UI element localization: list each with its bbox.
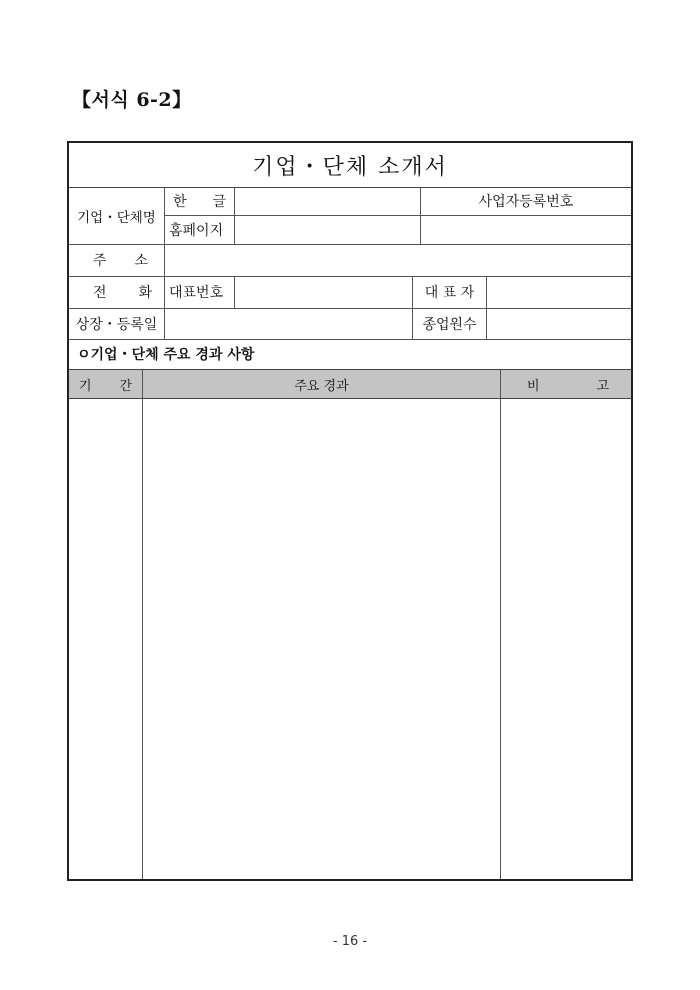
header-char: 고	[596, 378, 609, 394]
main-phone-label: 대표번호	[169, 285, 224, 301]
label-char: 글	[212, 194, 226, 210]
listing-date-field[interactable]	[165, 308, 412, 339]
representative-label: 대 표 자	[424, 285, 475, 301]
company-name-label: 기업・단체명	[77, 209, 156, 226]
history-body-field[interactable]	[143, 399, 500, 879]
label-char: 화	[138, 285, 152, 301]
note-body-field[interactable]	[501, 399, 631, 879]
employees-label: 종업원수	[422, 316, 477, 333]
header-char: 기	[79, 378, 92, 394]
header-char: 비	[527, 378, 540, 394]
business-reg-label: 사업자등록번호	[478, 194, 574, 210]
form-number-label: 【서식 6-2】	[72, 89, 192, 111]
label-char: 주	[93, 253, 107, 269]
label-char: 소	[134, 253, 148, 269]
main-phone-field[interactable]	[235, 276, 412, 308]
hangul-name-field[interactable]	[235, 187, 420, 215]
period-body-field[interactable]	[69, 399, 142, 879]
address-field[interactable]	[165, 244, 631, 276]
homepage-label: 홈페이지	[169, 223, 224, 239]
period-header	[69, 370, 142, 398]
homepage-field[interactable]	[235, 216, 420, 244]
hangul-name-label	[165, 187, 234, 215]
note-header	[501, 370, 631, 398]
listing-date-label: 상장・등록일	[75, 316, 158, 333]
history-table-header	[69, 369, 631, 399]
company-intro-form	[67, 141, 633, 881]
business-reg-field[interactable]	[421, 216, 631, 244]
form-title: 기업・단체 소개서	[69, 143, 631, 188]
history-header: 주요 경과	[294, 378, 349, 394]
phone-label	[69, 276, 164, 308]
address-label	[69, 244, 164, 276]
label-char: 한	[173, 194, 187, 210]
representative-field[interactable]	[487, 276, 631, 308]
employees-field[interactable]	[487, 308, 631, 339]
label-char: 전	[93, 285, 107, 301]
page-number: - 16 -	[332, 934, 368, 949]
history-section-title: ㅇ기업・단체 주요 경과 사항	[77, 347, 255, 363]
header-char: 간	[119, 378, 132, 394]
